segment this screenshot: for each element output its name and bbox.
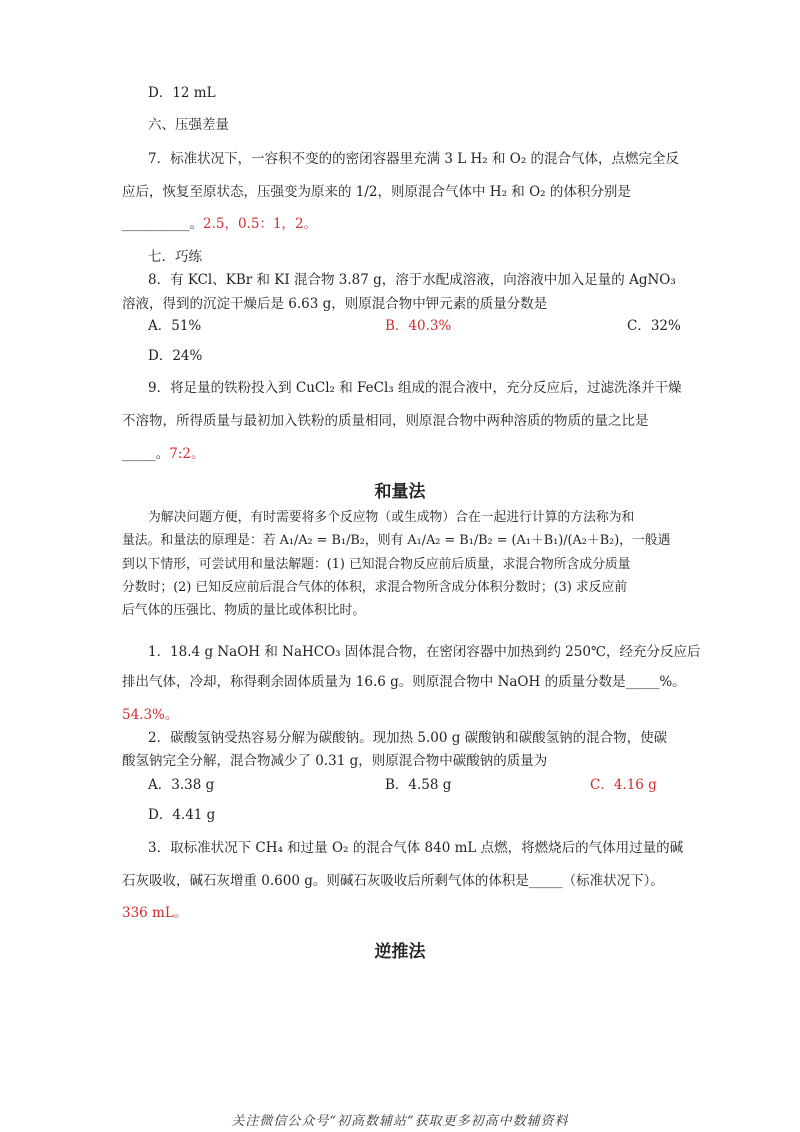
q7-blank: __________。 [122,216,203,232]
intro-para-line3: 到以下情形，可尝试用和量法解题：(1) 已知混合物反应前后质量，求混合物所含成分质量 [122,557,631,572]
q9-answer: 7:2。 [169,446,205,462]
section-pressure-diff: 六、压强差量 [148,117,229,133]
r2-option-b: B．4.58 g [385,777,452,793]
q8-line2: 溶液，得到的沉淀干燥后是 6.63 g，则原混合物中钾元素的质量分数是 [122,296,548,312]
r2-option-a: A．3.38 g [148,777,215,793]
q9-line2: 不溶物，所得质量与最初加入铁粉的质量相同，则原混合物中两种溶质的物质的量之比是 [122,413,649,429]
r3-line1: 3．取标准状况下 CH₄ 和过量 O₂ 的混合气体 840 mL 点燃，将燃烧后的气体用过量的碱 [148,840,684,856]
heading-reverse-method: 逆推法 [374,942,426,962]
r2-line1: 2．碳酸氢钠受热容易分解为碳酸钠。现加热 5.00 g 碳酸钠和碳酸氢钠的混合物，使碳 [148,730,668,746]
q8-option-d: D．24% [148,348,203,364]
r3-line2: 石灰吸收，碱石灰增重 0.600 g。则碱石灰吸收后所剩气体的体积是_____（标准状况下）。 [122,873,664,889]
option-d-12ml: D．12 mL [148,85,216,101]
q8-line1: 8．有 KCl、KBr 和 KI 混合物 3.87 g，溶于水配成溶液，向溶液中加入足量的 AgNO₃ [148,272,676,288]
intro-para-line4: 分数时；(2) 已知反应前后混合气体的体积，求混合物所含成分体积分数时；(3) 求反应前 [122,580,628,595]
r1-answer: 54.3%。 [122,707,179,723]
q7-line1: 7．标准状况下，一容积不变的的密闭容器里充满 3 L H₂ 和 O₂ 的混合气体，点燃完全反 [148,151,680,167]
r1-line2: 排出气体，冷却，称得剩余固体质量为 16.6 g。则原混合物中 NaOH 的质量分数是_____%。 [122,674,686,690]
q9-line1: 9．将足量的铁粉投入到 CuCl₂ 和 FeCl₃ 组成的混合液中，充分反应后，过滤洗涤并干燥 [148,380,682,396]
r2-line2: 酸氢钠完全分解，混合物减少了 0.31 g，则原混合物中碳酸钠的质量为 [122,753,548,769]
q7-answer: 2.5，0.5：1，2。 [203,216,318,232]
q8-option-b: B．40.3% [385,318,452,334]
q7-line2: 应后，恢复至原状态，压强变为原来的 1/2，则原混合气体中 H₂ 和 O₂ 的体积分别是 [122,184,631,200]
intro-para-line5: 后气体的压强比、物质的量比或体积比时。 [122,603,366,618]
intro-para-line2: 量法。和量法的原理是：若 A₁/A₂ = B₁/B₂，则有 A₁/A₂ = B₁/B₂ = (A₁＋B₁)/(A₂＋B₂)，一般遇 [122,533,671,548]
r3-answer: 336 mL。 [122,905,188,921]
r2-option-c: C．4.16 g [590,777,657,793]
q9-blank: _____。 [122,446,170,462]
q7-line3 [122,215,317,233]
q9-line3 [122,445,204,463]
q8-option-a: A．51% [148,318,202,334]
intro-para-line1: 为解决问题方便，有时需要将多个反应物（或生成物）合在一起进行计算的方法称为和 [148,510,635,525]
footer-note: 关注微信公众号“初高数辅站”获取更多初高中数辅资料 [231,1114,569,1129]
section-practice: 七．巧练 [148,249,202,265]
q8-option-c: C．32% [627,318,681,334]
heading-sum-method: 和量法 [374,482,426,502]
r2-option-d: D．4.41 g [148,807,216,823]
r1-line1: 1．18.4 g NaOH 和 NaHCO₃ 固体混合物，在密闭容器中加热到约 250℃，经充分反应后 [148,644,701,660]
